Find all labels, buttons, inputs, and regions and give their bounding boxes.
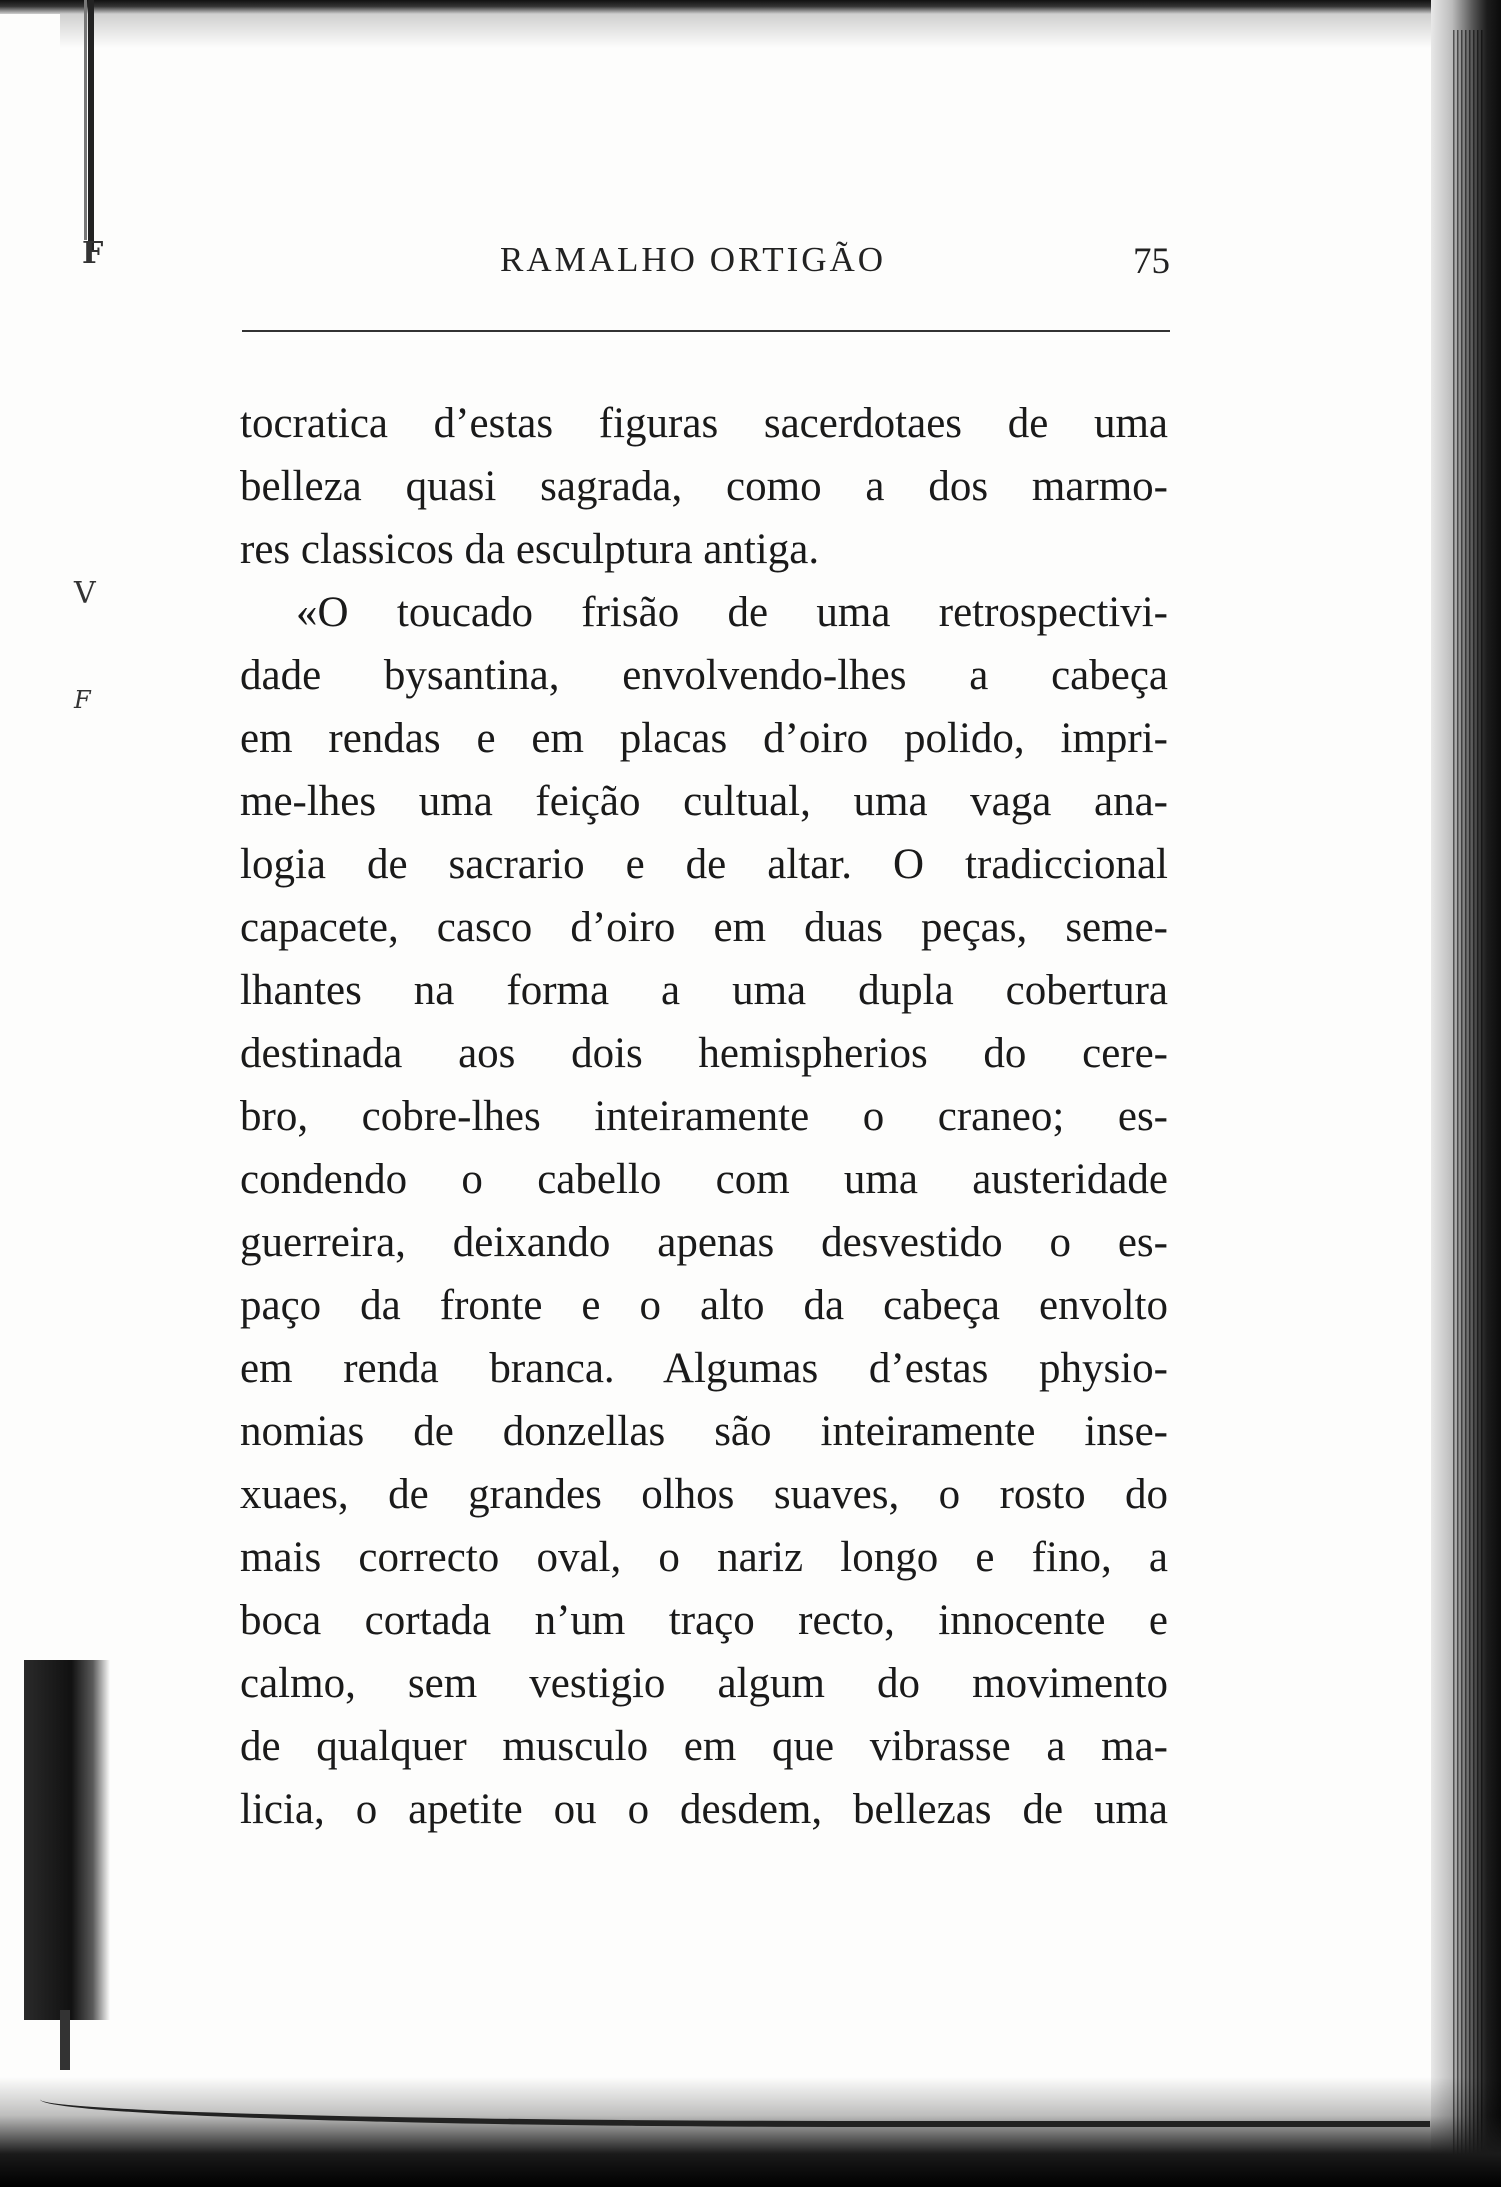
text-line: calmo, sem vestigio algum do movimento — [240, 1660, 1168, 1707]
binding-line — [88, 0, 94, 250]
text-line: paço da fronte e o alto da cabeça envolto — [240, 1282, 1168, 1329]
text-line: licia, o apetite ou o desdem, bellezas de uma — [240, 1786, 1168, 1833]
text-line: tocratica d’estas figuras sacerdotaes de uma — [240, 400, 1168, 447]
margin-mark-3: F — [74, 686, 91, 714]
text-line: em renda branca. Algumas d’estas physio- — [240, 1345, 1168, 1392]
text-line: de qualquer musculo em que vibrasse a ma- — [240, 1723, 1168, 1770]
header-rule — [242, 330, 1170, 332]
scan-shadow-left — [24, 1660, 110, 2020]
text-line: dade bysantina, envolvendo-lhes a cabeça — [240, 652, 1168, 699]
text-line: bro, cobre-lhes inteiramente o craneo; es- — [240, 1093, 1168, 1140]
text-line: res classicos da esculptura antiga. — [240, 526, 820, 573]
text-line: condendo o cabello com uma austeridade — [240, 1156, 1168, 1203]
text-line: logia de sacrario e de altar. O tradiccional — [240, 841, 1168, 888]
body-text — [240, 392, 1168, 1841]
text-line: belleza quasi sagrada, como a dos marmo- — [240, 463, 1168, 510]
text-line: «O toucado frisão de uma retrospectivi- — [296, 589, 1168, 636]
text-line: lhantes na forma a uma dupla cobertura — [240, 967, 1168, 1014]
text-line: em rendas e em placas d’oiro polido, impri- — [240, 715, 1168, 762]
margin-mark-2: V — [74, 576, 96, 611]
text-line: nomias de donzellas são inteiramente inse- — [240, 1408, 1168, 1455]
text-line: destinada aos dois hemispherios do cere- — [240, 1030, 1168, 1077]
page-number: 75 — [1133, 241, 1170, 282]
margin-mark-1: F — [82, 236, 104, 271]
text-line: capacete, casco d’oiro em duas peças, seme- — [240, 904, 1168, 951]
text-line: mais correcto oval, o nariz longo e fino, a — [240, 1534, 1168, 1581]
scan-top-shadow — [60, 14, 1440, 48]
text-line: xuaes, de grandes olhos suaves, o rosto do — [240, 1471, 1168, 1518]
binding-line-light — [84, 0, 87, 240]
page-stack-lines — [1453, 30, 1483, 2160]
text-line: me-lhes uma feição cultual, uma vaga ana- — [240, 778, 1168, 825]
scan-mark-left — [60, 2010, 70, 2070]
running-head-title: RAMALHO ORTIGÃO — [500, 240, 887, 279]
text-line: boca cortada n’um traço recto, innocente e — [240, 1597, 1168, 1644]
scan-top-edge — [0, 0, 1501, 14]
text-line: guerreira, deixando apenas desvestido o es- — [240, 1219, 1168, 1266]
